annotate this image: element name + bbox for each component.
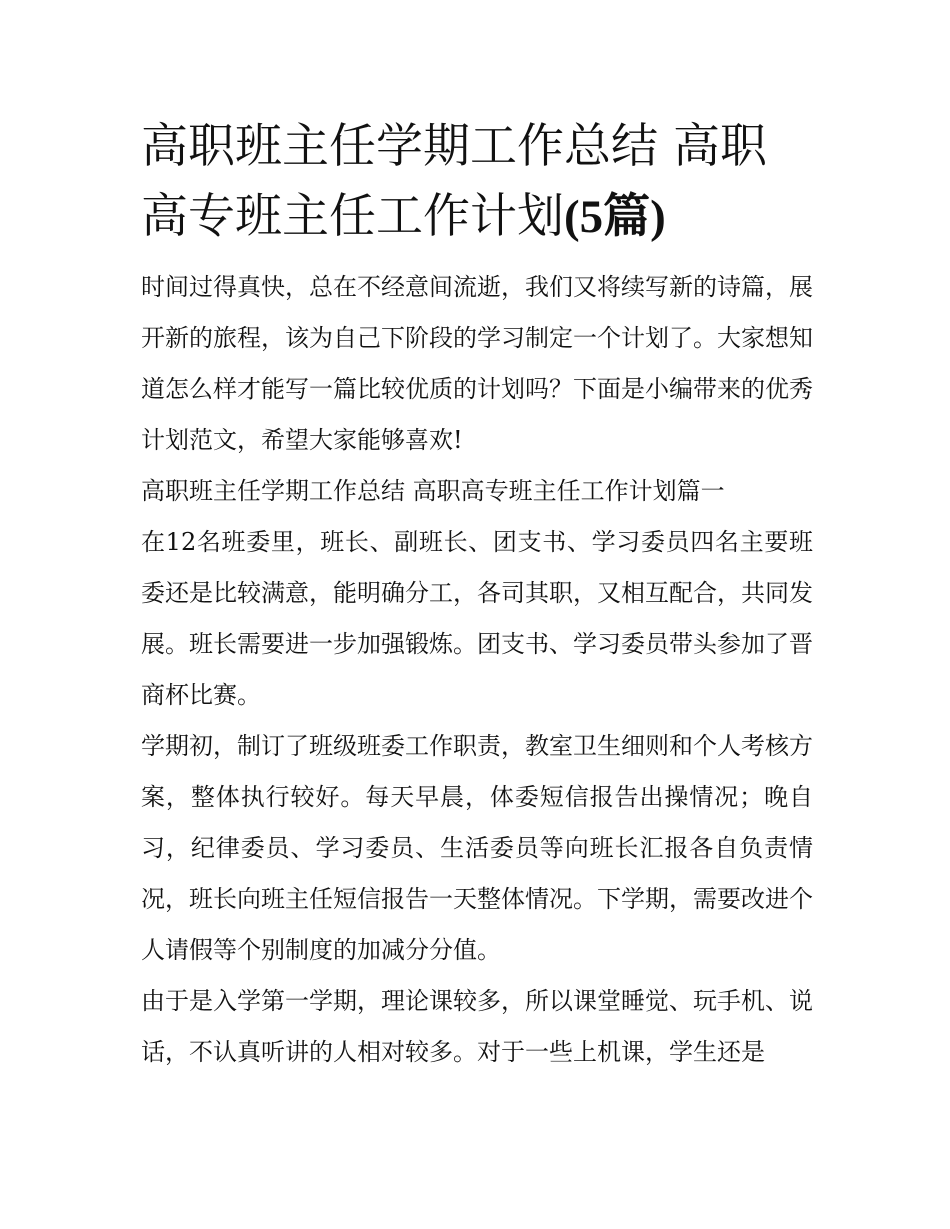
document-content — [141, 112, 813, 1078]
body-paragraph: 学期初，制订了班级班委工作职责，教室卫生细则和个人考核方案，整体执行较好。每天早晨，体委短信报告出操情况；晚自习，纪律委员、学习委员、生活委员等向班长汇报各自负责情况，班长向班主任短信报告一天整体情况。下学期，需要改进个人请假等个别制度的加减分分值。 — [141, 732, 813, 964]
document-title — [141, 112, 813, 252]
body-paragraph: 在12名班委里，班长、副班长、团支书、学习委员四名主要班委还是比较满意，能明确分工，各司其职，又相互配合，共同发展。班长需要进一步加强锻炼。团支书、学习委员带头参加了晋商杯比赛。 — [141, 528, 813, 709]
body-paragraph: 由于是入学第一学期，理论课较多，所以课堂睡觉、玩手机、说话，不认真听讲的人相对较多。对于一些上机课，学生还是 — [141, 987, 813, 1066]
document-body — [141, 262, 813, 1078]
section-heading: 高职班主任学期工作总结 高职高专班主任工作计划篇一 — [141, 477, 725, 505]
document-title-tail: (5篇) — [564, 191, 666, 243]
document-title-main: 高职班主任学期工作总结 高职高专班主任工作计划 — [141, 119, 767, 244]
intro-paragraph: 时间过得真快，总在不经意间流逝，我们又将续写新的诗篇，展开新的旅程，该为自己下阶段的学习制定一个计划了。大家想知道怎么样才能写一篇比较优质的计划吗？下面是小编带来的优秀计划范文，希望大家能够喜欢! — [141, 273, 813, 454]
